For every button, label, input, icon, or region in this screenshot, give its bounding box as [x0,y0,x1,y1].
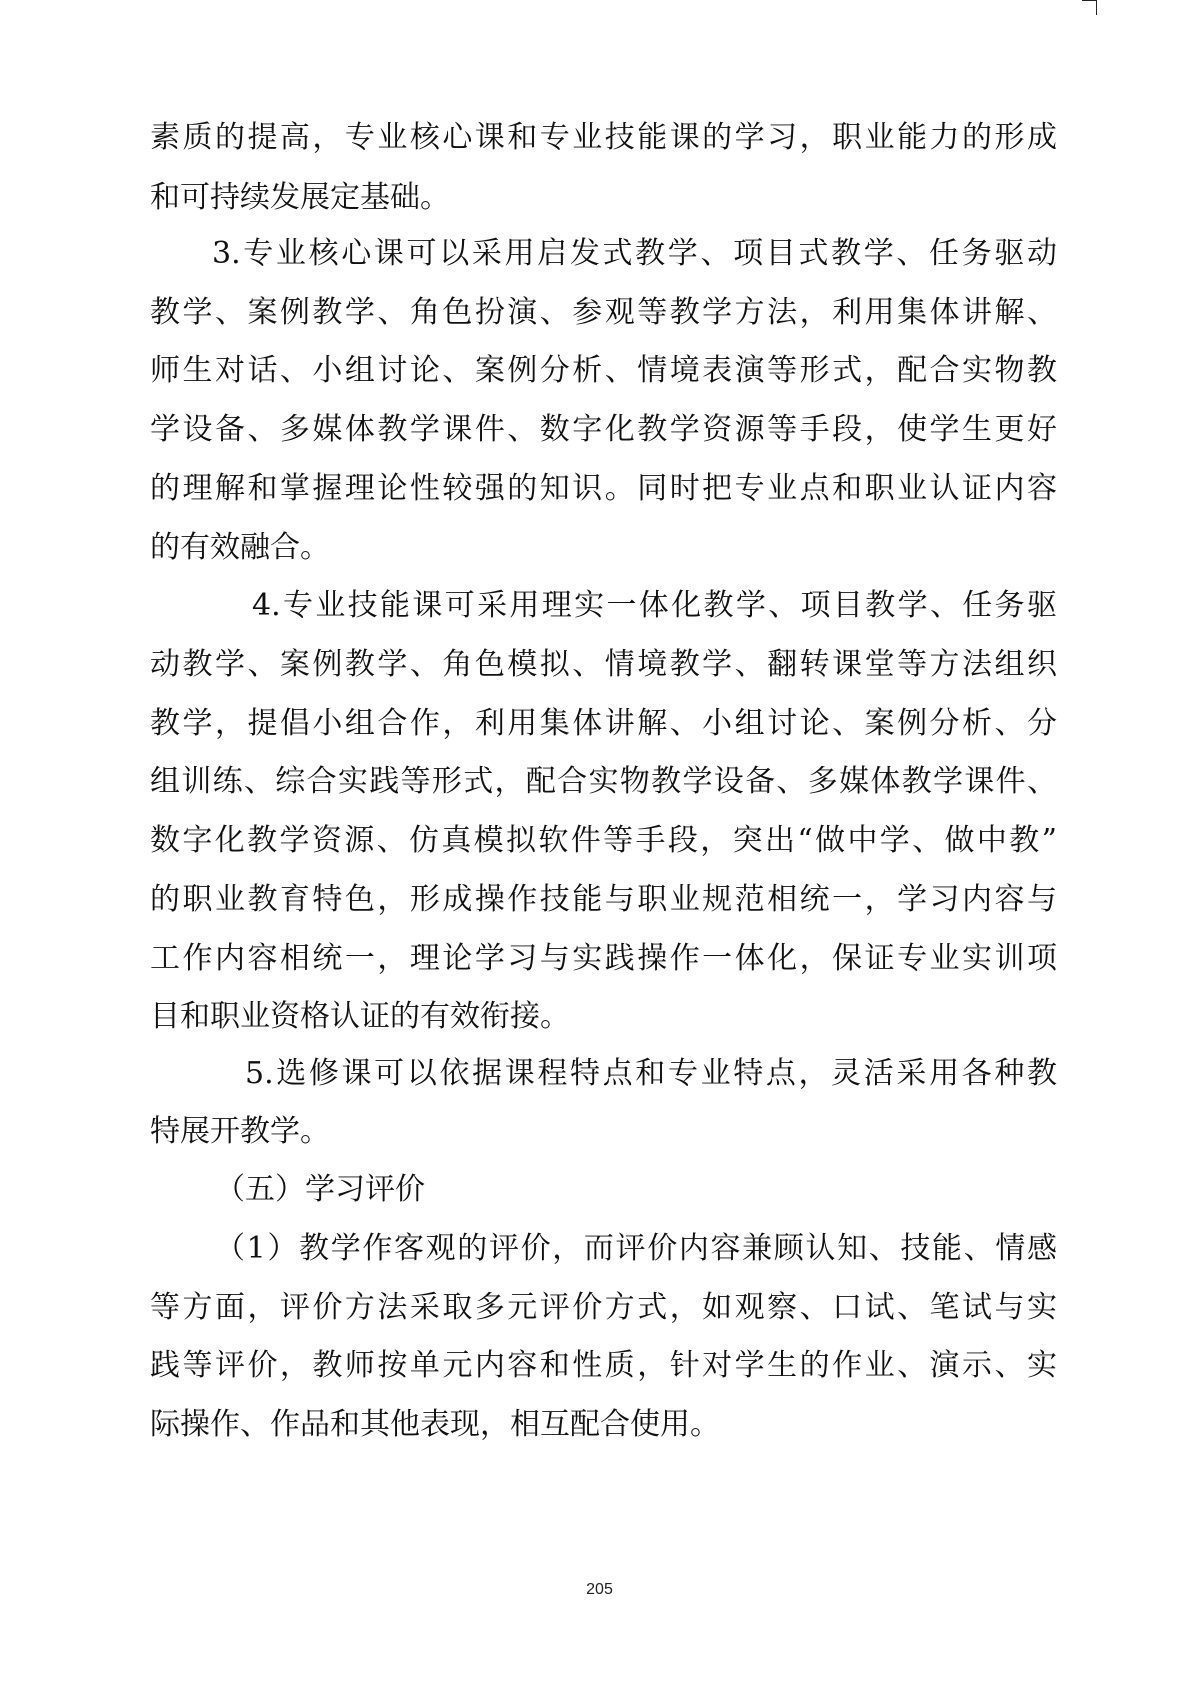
text-line-18: 特展开教学。 [150,1114,330,1149]
text-line-14: 的职业教育特色，形成操作技能与职业规范相统一，学习内容与 [150,882,1057,917]
text-line-2: 和可持续发展定基础。 [150,180,450,215]
text-line-1: 素质的提高，专业核心课和专业技能课的学习，职业能力的形成 [150,120,1057,155]
text-line-12: 组训练、综合实践等形式，配合实物教学设备、多媒体教学课件、 [150,764,1057,799]
text-line-22: 践等评价，教师按单元内容和性质，针对学生的作业、演示、实 [150,1348,1057,1383]
text-line-6: 学设备、多媒体教学课件、数字化教学资源等手段，使学生更好 [150,412,1057,447]
paragraph-eval-start: （1）教学作客观的评价，而评价内容兼顾认知、技能、情感 [215,1231,1057,1266]
text-line-5: 师生对话、小组讨论、案例分析、情境表演等形式，配合实物教 [150,353,1057,388]
paragraph-3-start: 3.专业核心课可以采用启发式教学、项目式教学、任务驱动 [212,236,1057,271]
text-line-4: 教学、案例教学、角色扮演、参观等教学方法，利用集体讲解、 [150,295,1057,330]
page-number: 205 [586,1581,613,1598]
text-line-7: 的理解和掌握理论性较强的知识。同时把专业点和职业认证内容 [150,471,1057,506]
text-line-15: 工作内容相统一，理论学习与实践操作一体化，保证专业实训项 [150,941,1057,976]
text-line-8: 的有效融合。 [150,530,330,565]
text-line-21: 等方面，评价方法采取多元评价方式，如观察、口试、笔试与实 [150,1290,1057,1325]
crop-mark [1082,0,1097,15]
section-heading: （五）学习评价 [215,1172,425,1207]
paragraph-4-start: 4.专业技能课可采用理实一体化教学、项目教学、任务驱 [252,588,1057,623]
text-line-23: 际操作、作品和其他表现，相互配合使用。 [150,1407,720,1442]
text-line-16: 目和职业资格认证的有效衔接。 [150,999,570,1034]
paragraph-5-start: 5.选修课可以依据课程特点和专业特点，灵活采用各种教 [245,1056,1057,1091]
text-line-11: 教学，提倡小组合作，利用集体讲解、小组讨论、案例分析、分 [150,706,1057,741]
text-line-13: 数字化教学资源、仿真模拟软件等手段，突出“做中学、做中教” [150,823,1057,858]
text-line-10: 动教学、案例教学、角色模拟、情境教学、翻转课堂等方法组织 [150,647,1057,682]
